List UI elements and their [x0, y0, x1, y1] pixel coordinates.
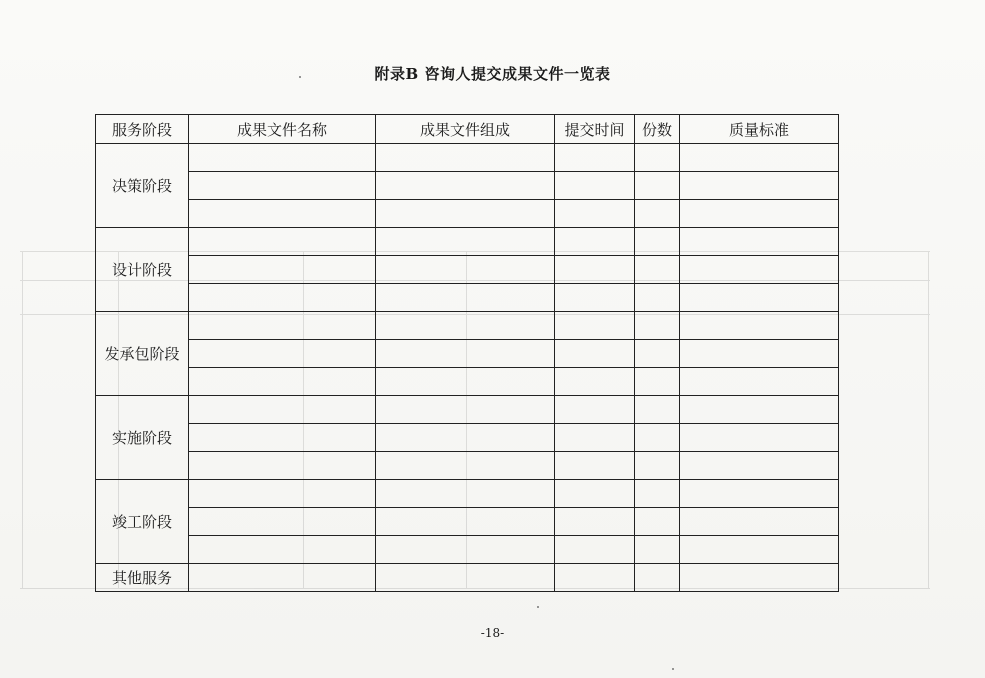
page-number: -18-	[480, 626, 505, 640]
table-cell	[680, 144, 839, 172]
table-cell	[555, 284, 635, 312]
table-cell	[189, 508, 376, 536]
table-cell	[189, 340, 376, 368]
table-cell	[376, 396, 555, 424]
table-cell	[189, 144, 376, 172]
table-row	[96, 312, 839, 340]
table-cell	[635, 424, 680, 452]
table-row	[96, 172, 839, 200]
table-cell	[555, 508, 635, 536]
table-row	[96, 424, 839, 452]
speck-mark	[537, 606, 539, 608]
stage-other-services: 其他服务	[96, 564, 189, 592]
table-cell	[680, 536, 839, 564]
table-cell	[635, 368, 680, 396]
table-cell	[376, 452, 555, 480]
table-row	[96, 200, 839, 228]
table-cell	[680, 200, 839, 228]
table-cell	[555, 368, 635, 396]
table-row	[96, 480, 839, 508]
table-cell	[680, 284, 839, 312]
table-cell	[189, 284, 376, 312]
table-cell	[635, 480, 680, 508]
table-cell	[635, 284, 680, 312]
table-cell	[376, 284, 555, 312]
stage-bidding: 发承包阶段	[96, 312, 189, 396]
table-cell	[555, 340, 635, 368]
table-cell	[635, 340, 680, 368]
table-cell	[635, 144, 680, 172]
table-cell	[189, 256, 376, 284]
table-cell	[680, 228, 839, 256]
deliverables-table	[95, 114, 839, 592]
table-cell	[555, 396, 635, 424]
table-cell	[680, 508, 839, 536]
table-header-row	[96, 115, 839, 144]
table-cell	[635, 536, 680, 564]
table-cell	[680, 564, 839, 592]
table-cell	[189, 396, 376, 424]
table-cell	[376, 256, 555, 284]
header-service-stage: 服务阶段	[96, 115, 189, 144]
table-cell	[189, 172, 376, 200]
table-cell	[376, 508, 555, 536]
table-cell	[376, 200, 555, 228]
stage-implementation: 实施阶段	[96, 396, 189, 480]
table-cell	[189, 452, 376, 480]
table-cell	[555, 256, 635, 284]
table-cell	[189, 564, 376, 592]
table-row	[96, 564, 839, 592]
table-cell	[680, 424, 839, 452]
table-cell	[555, 564, 635, 592]
table-cell	[635, 312, 680, 340]
table-cell	[555, 452, 635, 480]
table-cell	[635, 508, 680, 536]
header-quality-standard: 质量标准	[680, 115, 839, 144]
table-cell	[635, 396, 680, 424]
stage-decision: 决策阶段	[96, 144, 189, 228]
table-cell	[376, 228, 555, 256]
speck-mark	[672, 668, 674, 670]
table-cell	[189, 424, 376, 452]
table-cell	[680, 256, 839, 284]
table-cell	[555, 424, 635, 452]
table-cell	[635, 564, 680, 592]
table-cell	[189, 368, 376, 396]
table-cell	[555, 536, 635, 564]
table-row	[96, 508, 839, 536]
table-cell	[376, 144, 555, 172]
header-deliverable-name: 成果文件名称	[189, 115, 376, 144]
table-cell	[635, 200, 680, 228]
table-cell	[555, 172, 635, 200]
table-cell	[376, 340, 555, 368]
table-cell	[376, 312, 555, 340]
table-cell	[680, 452, 839, 480]
table-row	[96, 228, 839, 256]
table-cell	[635, 452, 680, 480]
table-cell	[555, 228, 635, 256]
table-cell	[635, 228, 680, 256]
table-cell	[555, 312, 635, 340]
table-cell	[189, 536, 376, 564]
table-cell	[189, 480, 376, 508]
table-row	[96, 284, 839, 312]
table-row	[96, 536, 839, 564]
table-cell	[189, 228, 376, 256]
table-cell	[680, 368, 839, 396]
table-cell	[376, 480, 555, 508]
table-cell	[680, 312, 839, 340]
table-cell	[376, 172, 555, 200]
header-submission-time: 提交时间	[555, 115, 635, 144]
table-cell	[555, 480, 635, 508]
table-cell	[680, 396, 839, 424]
table-row	[96, 396, 839, 424]
table-cell	[555, 200, 635, 228]
table-cell	[376, 536, 555, 564]
table-cell	[635, 172, 680, 200]
table-cell	[376, 564, 555, 592]
table-row	[96, 368, 839, 396]
header-copies: 份数	[635, 115, 680, 144]
table-cell	[555, 144, 635, 172]
document-title: 附录B 咨询人提交成果文件一览表	[374, 65, 611, 83]
table-cell	[680, 340, 839, 368]
stage-design: 设计阶段	[96, 228, 189, 312]
table-row	[96, 256, 839, 284]
table-cell	[680, 172, 839, 200]
table-cell	[189, 312, 376, 340]
table-cell	[189, 200, 376, 228]
table-row	[96, 340, 839, 368]
table-cell	[635, 256, 680, 284]
speck-mark	[299, 76, 301, 78]
header-deliverable-composition: 成果文件组成	[376, 115, 555, 144]
table-cell	[376, 368, 555, 396]
table-cell	[680, 480, 839, 508]
table-row	[96, 452, 839, 480]
table-cell	[376, 424, 555, 452]
stage-completion: 竣工阶段	[96, 480, 189, 564]
table-row	[96, 144, 839, 172]
